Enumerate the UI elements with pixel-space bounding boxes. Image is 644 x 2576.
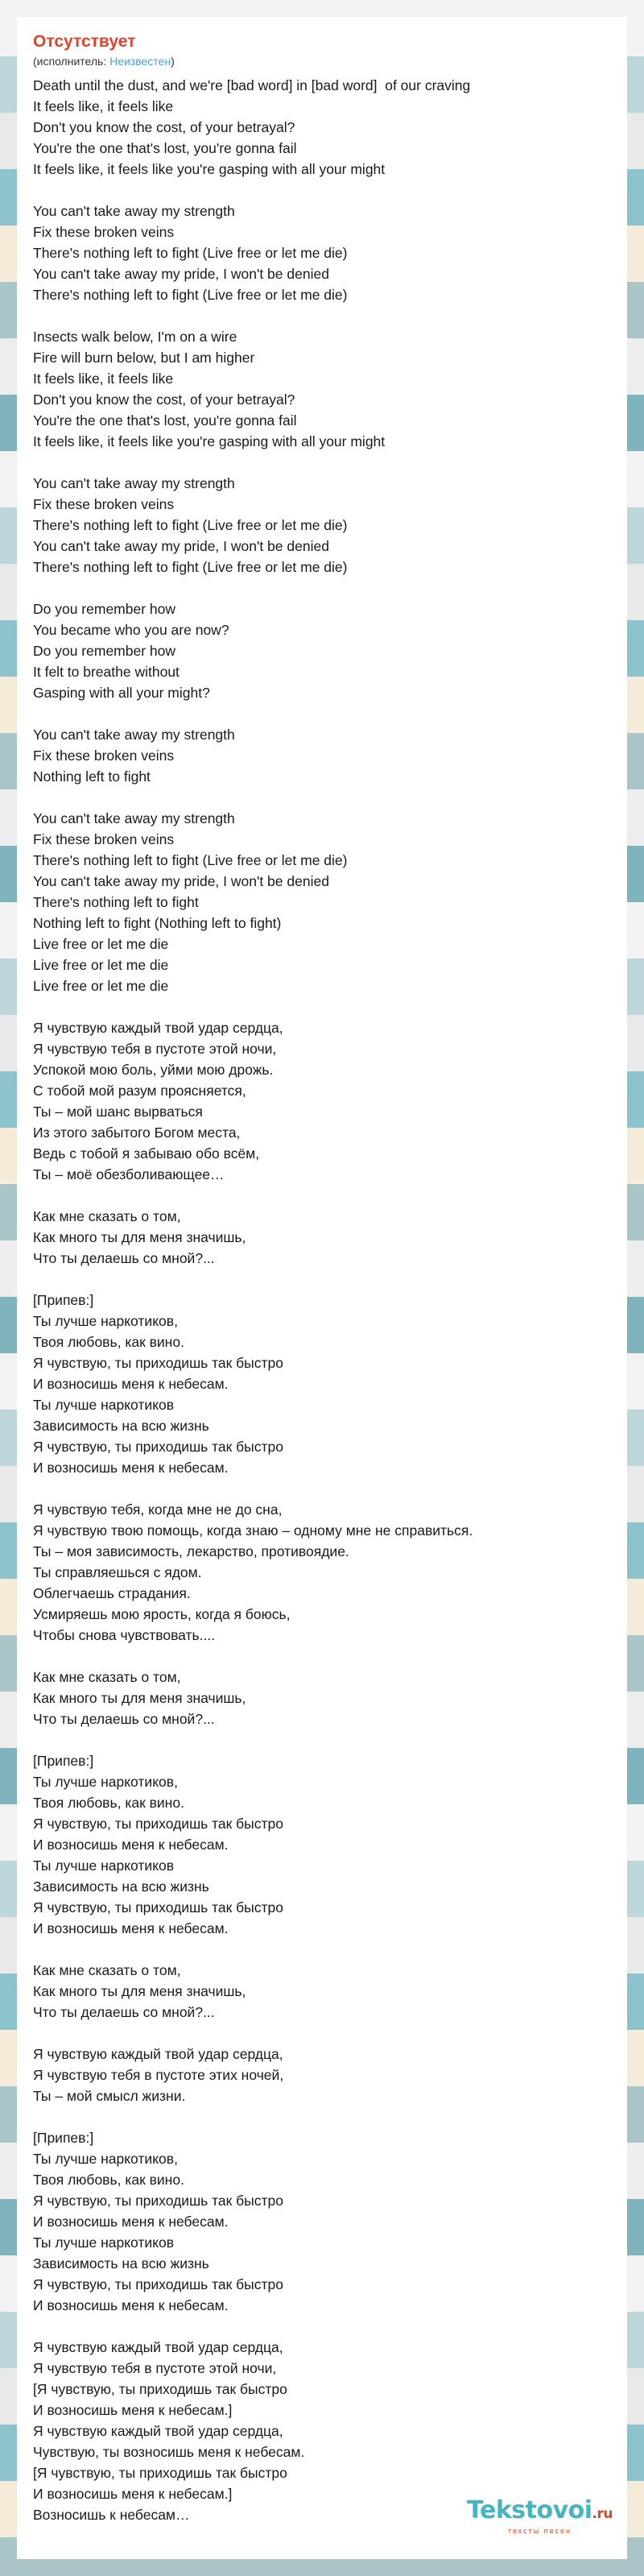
lyrics-line: И возносишь меня к небесам.: [33, 2214, 229, 2230]
lyrics-line: Fix these broken veins: [33, 496, 175, 512]
lyrics-line: Как мне сказать о том,: [33, 1208, 181, 1224]
lyrics-line: И возносишь меня к небесам.: [33, 1837, 229, 1853]
lyrics-line: Чтобы снова чувствовать....: [33, 1627, 216, 1643]
lyrics-line: You can't take away my strength: [33, 727, 235, 743]
lyrics-stanza: [33, 1960, 627, 2023]
lyrics-line: И возносишь меня к небесам.]: [33, 2402, 233, 2418]
lyrics-line: Как мне сказать о том,: [33, 1669, 181, 1685]
lyrics-line: Как много ты для меня значишь,: [33, 1690, 246, 1706]
lyrics-line: [Припев:]: [33, 1292, 94, 1308]
lyrics-line: Ты – мой шанс вырваться: [33, 1104, 203, 1120]
lyrics-line: Что ты делаешь со мной?...: [33, 1250, 215, 1266]
lyrics-stanza: [33, 2127, 627, 2316]
lyrics-line: There's nothing left to fight (Live free or let me die): [33, 245, 348, 261]
lyrics-line: Твоя любовь, как вино.: [33, 2172, 184, 2188]
lyrics-line: Ведь с тобой я забываю обо всём,: [33, 1145, 260, 1162]
lyrics-line: Ты лучше наркотиков: [33, 2234, 175, 2251]
lyrics-line: Зависимость на всю жизнь: [33, 1878, 209, 1895]
lyrics-stanza: [33, 75, 627, 180]
lyrics-line: Я чувствую, ты приходишь так быстро: [33, 1816, 283, 1832]
lyrics-body: [33, 75, 627, 2525]
lyrics-line: There's nothing left to fight (Live free or let me die): [33, 287, 348, 303]
lyrics-line: Я чувствую, ты приходишь так быстро: [33, 2193, 283, 2209]
lyrics-line: You can't take away my strength: [33, 203, 235, 219]
lyrics-line: Чувствую, ты возносишь меня к небесам.: [33, 2444, 305, 2460]
lyrics-line: It felt to breathe without: [33, 664, 180, 680]
artist-line: [33, 54, 627, 68]
site-logo[interactable]: [467, 2498, 613, 2535]
lyrics-line: Я чувствую тебя в пустоте этой ночи,: [33, 1041, 277, 1057]
lyrics-line: Как мне сказать о том,: [33, 1962, 181, 1978]
lyrics-line: Твоя любовь, как вино.: [33, 1334, 184, 1350]
lyrics-line: Ты лучше наркотиков,: [33, 1774, 178, 1790]
lyrics-page: [17, 17, 627, 2559]
lyrics-line: It feels like, it feels like you're gasping with all your might: [33, 433, 386, 449]
lyrics-line: Я чувствую каждый твой удар сердца,: [33, 1020, 283, 1036]
song-title: Отсутствует: [33, 32, 136, 51]
lyrics-line: Ты – моя зависимость, лекарство, противоядие.: [33, 1543, 349, 1559]
lyrics-line: Ты – моё обезболивающее…: [33, 1166, 225, 1182]
artist-suffix: ): [171, 55, 175, 68]
lyrics-stanza: [33, 598, 627, 703]
artist-link[interactable]: Неизвестен: [109, 55, 171, 68]
lyrics-line: It feels like, it feels like you're gasping with all your might: [33, 161, 386, 177]
lyrics-line: Из этого забытого Богом места,: [33, 1124, 241, 1141]
lyrics-line: Что ты делаешь со мной?...: [33, 2004, 215, 2020]
lyrics-line: Death until the dust, and we're [bad word] in [bad word] of our craving: [33, 77, 471, 93]
lyrics-line: [Я чувствую, ты приходишь так быстро: [33, 2381, 287, 2397]
lyrics-line: Я чувствую, ты приходишь так быстро: [33, 1439, 283, 1455]
lyrics-line: Insects walk below, I'm on a wire: [33, 329, 237, 345]
logo-tld: .ru: [592, 2506, 613, 2522]
lyrics-line: Я чувствую, ты приходишь так быстро: [33, 2276, 283, 2292]
lyrics-line: Fix these broken veins: [33, 224, 175, 240]
lyrics-line: It feels like, it feels like: [33, 371, 174, 387]
lyrics-line: Fix these broken veins: [33, 831, 175, 847]
lyrics-stanza: [33, 326, 627, 452]
lyrics-line: Успокой мою боль, уйми мою дрожь.: [33, 1062, 274, 1078]
lyrics-line: Live free or let me die: [33, 936, 169, 952]
lyrics-line: There's nothing left to fight: [33, 894, 199, 910]
lyrics-line: Nothing left to fight (Nothing left to fight): [33, 915, 282, 931]
lyrics-line: И возносишь меня к небесам.: [33, 1376, 229, 1392]
lyrics-line: There's nothing left to fight (Live free or let me die): [33, 559, 348, 575]
lyrics-line: Твоя любовь, как вино.: [33, 1795, 184, 1811]
lyrics-line: Don't you know the cost, of your betrayal?: [33, 119, 295, 135]
lyrics-line: There's nothing left to fight (Live free or let me die): [33, 852, 348, 868]
lyrics-line: Зависимость на всю жизнь: [33, 2255, 209, 2272]
lyrics-line: Что ты делаешь со мной?...: [33, 1711, 215, 1727]
lyrics-line: Live free or let me die: [33, 978, 169, 994]
lyrics-line: [Я чувствую, ты приходишь так быстро: [33, 2465, 287, 2481]
logo-wordmark: [467, 2498, 613, 2527]
lyrics-line: Я чувствую каждый твой удар сердца,: [33, 2339, 283, 2355]
lyrics-line: Nothing left to fight: [33, 768, 151, 785]
lyrics-line: There's nothing left to fight (Live free or let me die): [33, 517, 348, 533]
lyrics-line: И возносишь меня к небесам.: [33, 1460, 229, 1476]
lyrics-stanza: [33, 1017, 627, 1185]
lyrics-line: [Припев:]: [33, 1753, 94, 1769]
lyrics-line: И возносишь меня к небесам.: [33, 1920, 229, 1936]
lyrics-line: Do you remember how: [33, 643, 176, 659]
lyrics-line: Я чувствую, ты приходишь так быстро: [33, 1899, 283, 1915]
lyrics-line: Ты лучше наркотиков,: [33, 1313, 178, 1329]
lyrics-line: You became who you are now?: [33, 622, 229, 638]
lyrics-line: С тобой мой разум проясняется,: [33, 1083, 246, 1099]
lyrics-line: Я чувствую твою помощь, когда знаю – одному мне не справиться.: [33, 1522, 473, 1539]
logo-tagline: тексты песен: [507, 2527, 572, 2535]
lyrics-line: You're the one that's lost, you're gonna fail: [33, 140, 297, 156]
lyrics-stanza: [33, 473, 627, 578]
lyrics-line: You can't take away my pride, I won't be denied: [33, 873, 329, 889]
lyrics-line: You can't take away my strength: [33, 810, 235, 826]
lyrics-line: Я чувствую каждый твой удар сердца,: [33, 2423, 283, 2439]
lyrics-line: Ты лучше наркотиков,: [33, 2151, 178, 2167]
lyrics-line: Live free or let me die: [33, 957, 169, 973]
lyrics-stanza: [33, 808, 627, 996]
lyrics-stanza: [33, 1290, 627, 1478]
lyrics-line: Возносишь к небесам…: [33, 2507, 190, 2523]
artist-prefix: (исполнитель:: [33, 55, 110, 68]
lyrics-line: It feels like, it feels like: [33, 98, 174, 114]
lyrics-line: [Припев:]: [33, 2130, 94, 2146]
lyrics-line: Ты – мой смысл жизни.: [33, 2088, 186, 2104]
lyrics-line: Ты лучше наркотиков: [33, 1857, 175, 1874]
lyrics-stanza: [33, 1499, 627, 1646]
lyrics-line: Как много ты для меня значишь,: [33, 1983, 246, 1999]
lyrics-line: Я чувствую каждый твой удар сердца,: [33, 2046, 283, 2062]
lyrics-line: Fix these broken veins: [33, 748, 175, 764]
lyrics-line: Я чувствую тебя, когда мне не до сна,: [33, 1501, 283, 1518]
lyrics-line: You can't take away my pride, I won't be denied: [33, 538, 329, 554]
lyrics-stanza: [33, 1206, 627, 1269]
lyrics-line: И возносишь меня к небесам.]: [33, 2486, 233, 2502]
lyrics-line: И возносишь меня к небесам.: [33, 2297, 229, 2313]
lyrics-stanza: [33, 724, 627, 787]
lyrics-stanza: [33, 1667, 627, 1729]
lyrics-line: You can't take away my strength: [33, 475, 235, 491]
lyrics-line: Зависимость на всю жизнь: [33, 1418, 209, 1434]
lyrics-stanza: [33, 201, 627, 305]
lyrics-line: Я чувствую, ты приходишь так быстро: [33, 1355, 283, 1371]
logo-name: Tekstovoi: [467, 2496, 592, 2524]
lyrics-line: Я чувствую тебя в пустоте этой ночи,: [33, 2360, 277, 2376]
lyrics-line: Gasping with all your might?: [33, 685, 210, 701]
lyrics-line: Fire will burn below, but I am higher: [33, 350, 255, 366]
lyrics-line: Don't you know the cost, of your betrayal?: [33, 391, 295, 408]
lyrics-line: Я чувствую тебя в пустоте этих ночей,: [33, 2067, 284, 2083]
lyrics-line: You're the one that's lost, you're gonna fail: [33, 412, 297, 429]
lyrics-stanza: [33, 1750, 627, 1939]
lyrics-line: Облегчаешь страдания.: [33, 1585, 191, 1601]
lyrics-line: Усмиряешь мою ярость, когда я боюсь,: [33, 1606, 291, 1622]
lyrics-line: Ты лучше наркотиков: [33, 1397, 175, 1413]
lyrics-line: You can't take away my pride, I won't be denied: [33, 266, 329, 282]
lyrics-line: Do you remember how: [33, 601, 176, 617]
lyrics-line: Как много ты для меня значишь,: [33, 1229, 246, 1245]
lyrics-stanza: [33, 2044, 627, 2106]
lyrics-line: Ты справляешься с ядом.: [33, 1564, 202, 1580]
